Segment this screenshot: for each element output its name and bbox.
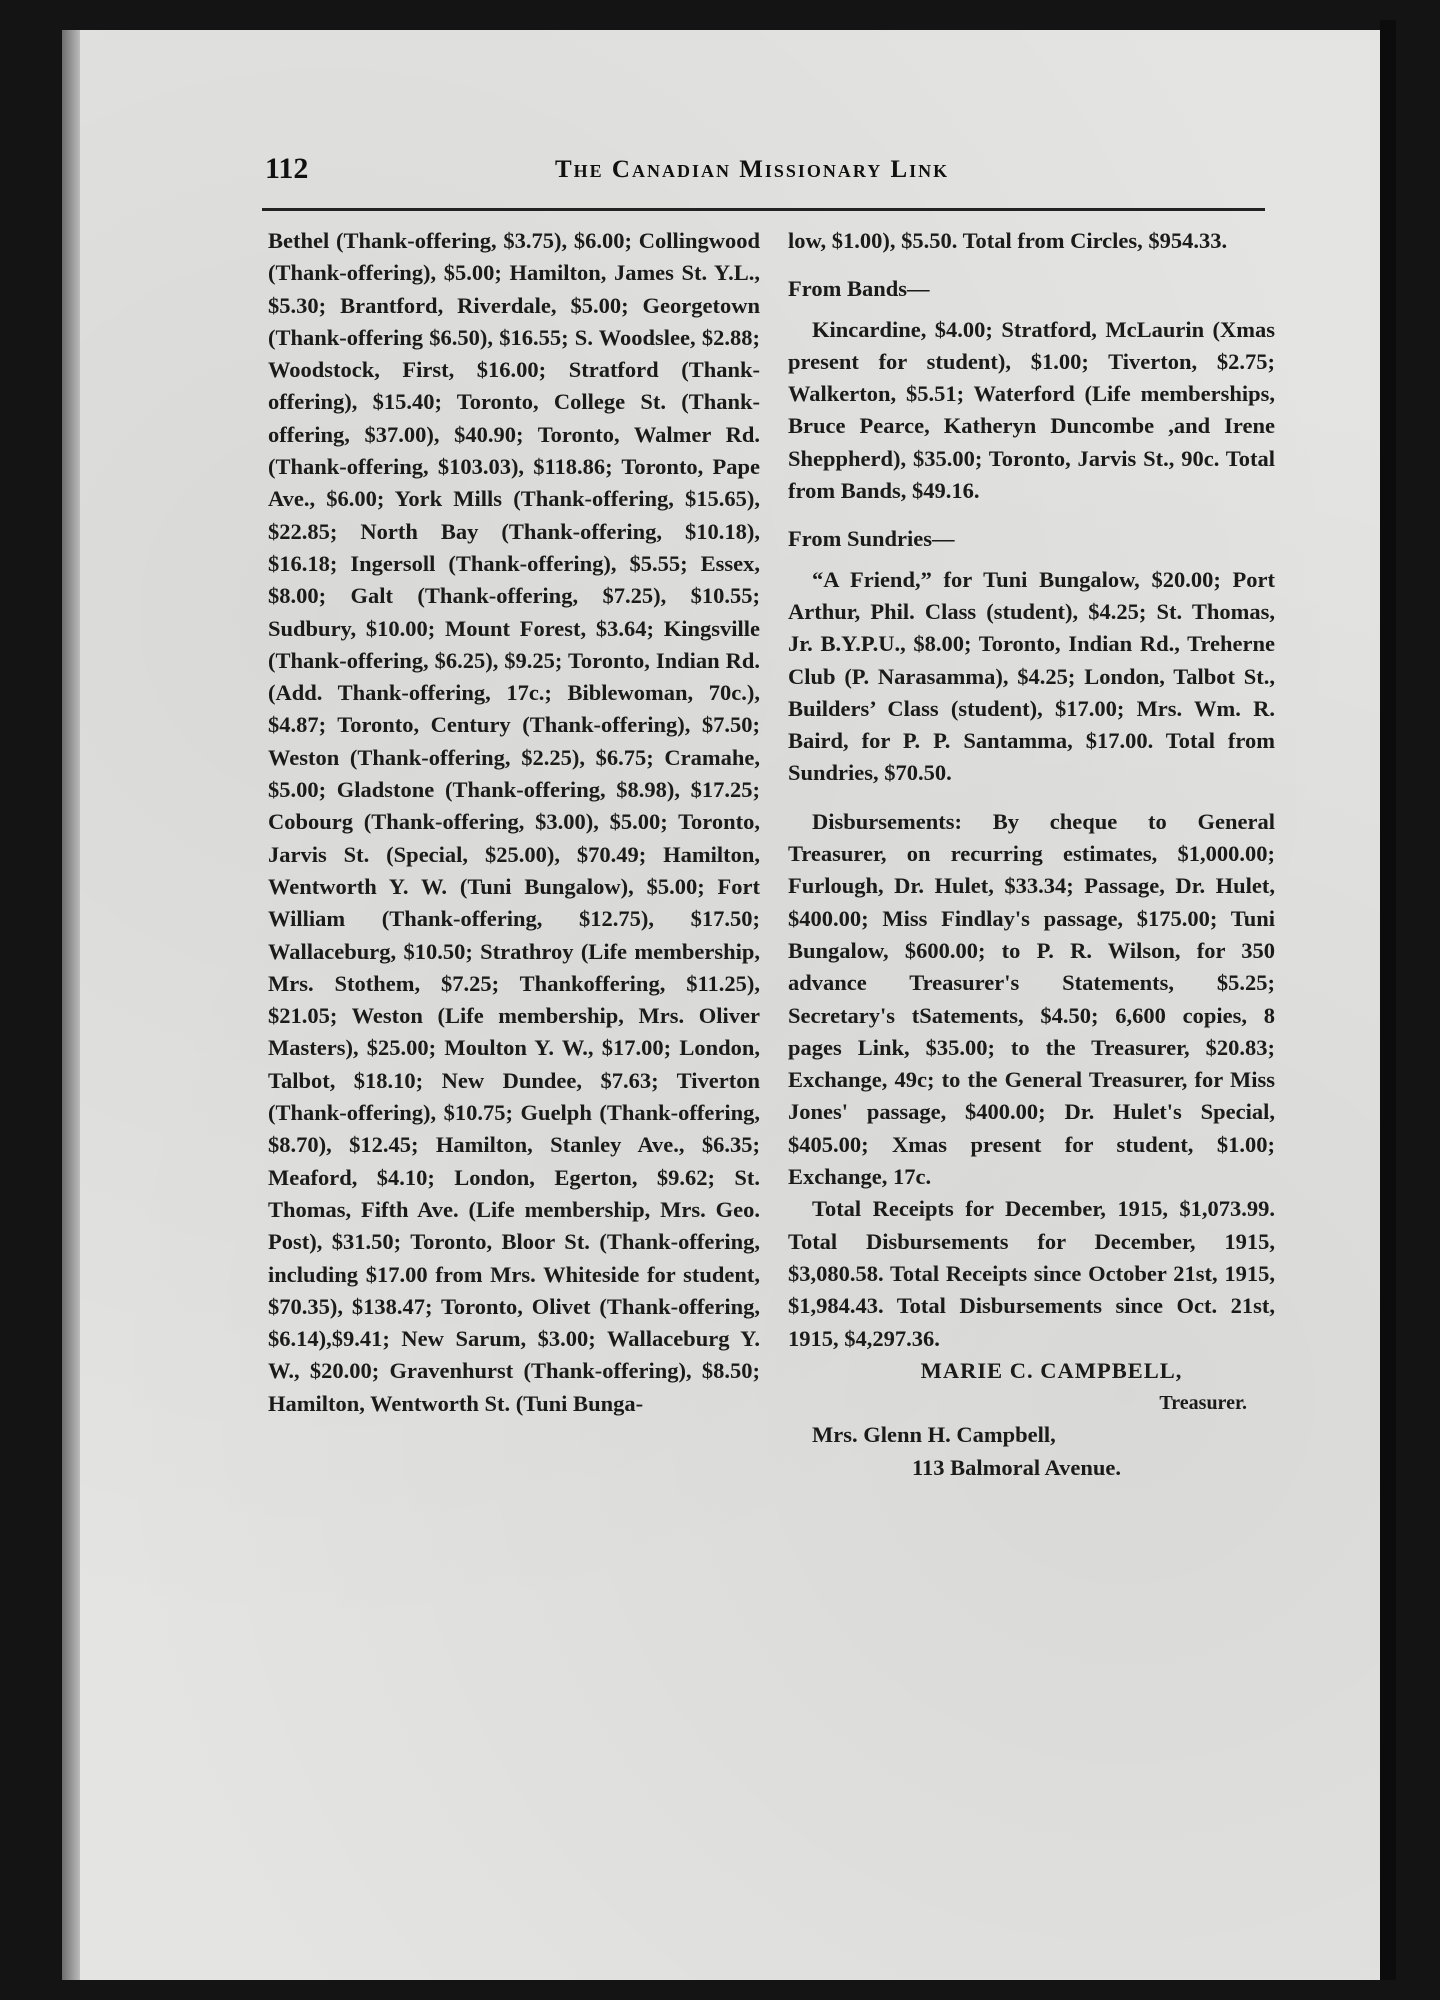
left-column <box>268 225 760 1420</box>
page-edge-shadow <box>1380 20 1396 1980</box>
bands-heading: From Bands— <box>788 276 930 302</box>
running-title: The Canadian Missionary Link <box>555 156 950 183</box>
header-rule <box>262 208 1265 211</box>
disbursements-paragraph: Disbursements: By cheque to General Treasurer, on recurring estimates, $1,000.00; Furlough, Dr. Hulet, $33.34; Passage, Dr. Hulet, $400.00; Miss Findlay's passage, $175.00; Tuni Bungalow, $600.00; to P. R. Wilson, for 350 advance Treasurer's Statements, $5.25; Secretary's tSatements, $4.50; 6,600 copies, 8 pages Link, $35.00; to the Treasurer, $20.83; Exchange, 49c; to the General Treasurer, for Miss Jones' passage, $400.00; Dr. Hulet's Special, $405.00; Xmas present for student, $1.00; Exchange, 17c. <box>788 808 1275 1190</box>
address-street: 113 Balmoral Avenue. <box>912 1454 1121 1480</box>
circles-total: low, $1.00), $5.50. Total from Circles, $954.33. <box>788 228 1228 253</box>
totals-paragraph: Total Receipts for December, 1915, $1,073.99. Total Disbursements for December, 1915, $3,080.58. Total Receipts since October 21st, 1915, $1,984.43. Total Disbursements since Oct. 21st, 1915, $4,297.36. <box>788 1196 1275 1351</box>
page-header <box>265 152 1265 192</box>
signature-name: MARIE C. CAMPBELL, <box>920 1357 1183 1383</box>
signature-title: Treasurer. <box>1159 1392 1247 1415</box>
right-column <box>788 225 1275 1484</box>
book-spine-shadow <box>62 30 80 1980</box>
page-number: 112 <box>265 152 309 185</box>
sundries-heading: From Sundries— <box>788 526 955 552</box>
bands-paragraph: Kincardine, $4.00; Stratford, McLaurin (Xmas present for student), $1.00; Tiverton, $2.75; Walkerton, $5.51; Waterford (Life memberships, Bruce Pearce, Katheryn Duncombe ,and Irene Sheppherd), $35.00; Toronto, Jarvis St., 90c. Total from Bands, $49.16. <box>788 316 1275 504</box>
circles-list-continued: Bethel (Thank-offering, $3.75), $6.00; Collingwood (Thank-offering), $5.00; Hamilton, James St. Y.L., $5.30; Brantford, Riverdale, $5.00; Georgetown (Thank-offering $6.50), $16.55; S. Woodslee, $2.88; Woodstock, First, $16.00; Stratford (Thank-offering), $15.40; Toronto, College St. (Thank-offering, $37.00), $40.90; Toronto, Walmer Rd. (Thank-offering, $103.03), $118.86; Toronto, Pape Ave., $6.00; York Mills (Thank-offering, $15.65), $22.85; North Bay (Thank-offering, $10.18), $16.18; Ingersoll (Thank-offering), $5.55; Essex, $8.00; Galt (Thank-offering, $7.25), $10.55; Sudbury, $10.00; Mount Forest, $3.64; Kingsville (Thank-offering, $6.25), $9.25; Toronto, Indian Rd. (Add. Thank-offering, 17c.; Biblewoman, 70c.), $4.87; Toronto, Century (Thank-offering), $7.50; Weston (Thank-offering, $2.25), $6.75; Cramahe, $5.00; Gladstone (Thank-offering, $8.98), $17.25; Cobourg (Thank-offering, $3.00), $5.00; Toronto, Jarvis St. (Special, $25.00), $70.49; Hamilton, Wentworth Y. W. (Tuni Bungalow), $5.00; Fort William (Thank-offering, $12.75), $17.50; Wallaceburg, $10.50; Strathroy (Life membership, Mrs. Stothem, $7.25; Thankoffering, $11.25), $21.05; Weston (Life membership, Mrs. Oliver Masters), $25.00; Moulton Y. W., $17.00; London, Talbot, $18.10; New Dundee, $7.63; Tiverton (Thank-offering), $10.75; Guelph (Thank-offering, $8.70), $12.45; Hamilton, Stanley Ave., $6.35; Meaford, $4.10; London, Egerton, $9.62; St. Thomas, Fifth Ave. (Life membership, Mrs. Geo. Post), $31.50; Toronto, Bloor St. (Thank-offering, including $17.00 from Mrs. Whiteside for student, $70.35), $138.47; Toronto, Olivet (Thank-offering, $6.14),$9.41; New Sarum, $3.00; Wallaceburg Y. W., $20.00; Gravenhurst (Thank-offering), $8.50; Hamilton, Wentworth St. (Tuni Bunga- <box>268 228 760 1416</box>
sundries-paragraph: “A Friend,” for Tuni Bungalow, $20.00; Port Arthur, Phil. Class (student), $4.25; St. Thomas, Jr. B.Y.P.U., $8.00; Toronto, Indian Rd., Treherne Club (P. Narasamma), $4.25; London, Talbot St., Builders’ Class (student), $17.00; Mrs. Wm. R. Baird, for P. P. Santamma, $17.00. Total from Sundries, $70.50. <box>788 566 1275 786</box>
address-name: Mrs. Glenn H. Campbell, <box>812 1422 1056 1448</box>
